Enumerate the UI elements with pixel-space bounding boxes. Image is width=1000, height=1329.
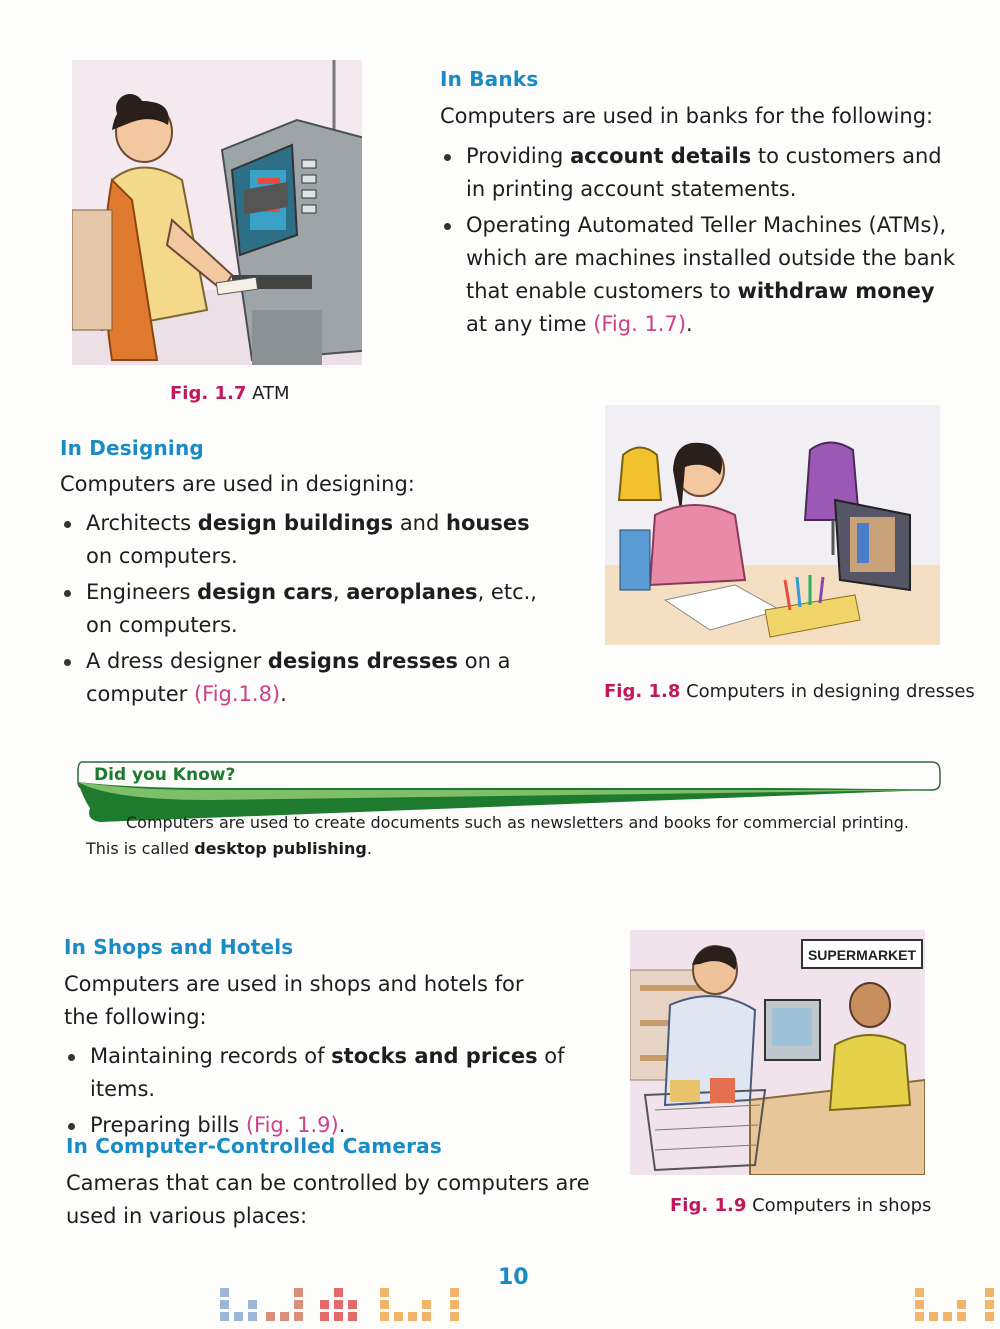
list-item: Providing account details to customers and in printing account statements. (440, 140, 960, 206)
figure-reference: (Fig.1.8) (193, 682, 281, 706)
shops-illustration (630, 930, 925, 1175)
did-you-know-text: Computers are used to create documents such as newsletters and books for commercial printing. This is called desktop publishing. (86, 813, 909, 858)
atm-illustration (72, 60, 362, 365)
cameras-text: Cameras that can be controlled by computers are used in various places: (66, 1171, 590, 1228)
section-heading-banks: In Banks (440, 67, 539, 91)
figure-caption-1-9: Fig. 1.9 Computers in shops (670, 1195, 932, 1216)
banks-bullet-list (440, 140, 960, 344)
designing-intro: Computers are used in designing: (60, 472, 415, 496)
designing-bullet-list (60, 507, 540, 714)
supermarket-sign: SUPERMARKET (807, 947, 917, 963)
figure-caption-1-7: Fig. 1.7 ATM (170, 383, 290, 404)
designing-illustration (605, 405, 940, 645)
list-item: Maintaining records of stocks and prices of items. (64, 1040, 604, 1106)
figure-reference: (Fig. 1.7) (593, 312, 687, 336)
list-item: Preparing bills (Fig. 1.9). (64, 1109, 604, 1142)
page-number: 10 (498, 1265, 529, 1290)
section-heading-designing: In Designing (60, 436, 204, 460)
figure-reference: (Fig. 1.9) (245, 1113, 339, 1137)
shops-bullet-list (64, 1040, 604, 1145)
did-you-know-title: Did you Know? (94, 765, 236, 785)
figure-caption-1-8: Fig. 1.8 Computers in designing dresses (604, 681, 975, 702)
list-item: Engineers design cars, aeroplanes, etc., on computers. (60, 576, 540, 642)
shops-intro: Computers are used in shops and hotels for the following: (64, 972, 524, 1029)
decorative-pattern-right (915, 1286, 1000, 1325)
banks-intro: Computers are used in banks for the following: (440, 104, 934, 128)
did-you-know-box (70, 760, 942, 870)
list-item: A dress designer designs dresses on a computer (Fig.1.8). (60, 645, 540, 711)
list-item: Operating Automated Teller Machines (ATMs), which are machines installed outside the bank that enable customers to withdraw money at any time (Fig. 1.7). (440, 209, 960, 341)
list-item: Architects design buildings and houses on computers. (60, 507, 540, 573)
section-heading-cameras: In Computer-Controlled Cameras (66, 1134, 442, 1158)
decorative-pattern-left (220, 1286, 465, 1325)
section-heading-shops: In Shops and Hotels (64, 935, 294, 959)
